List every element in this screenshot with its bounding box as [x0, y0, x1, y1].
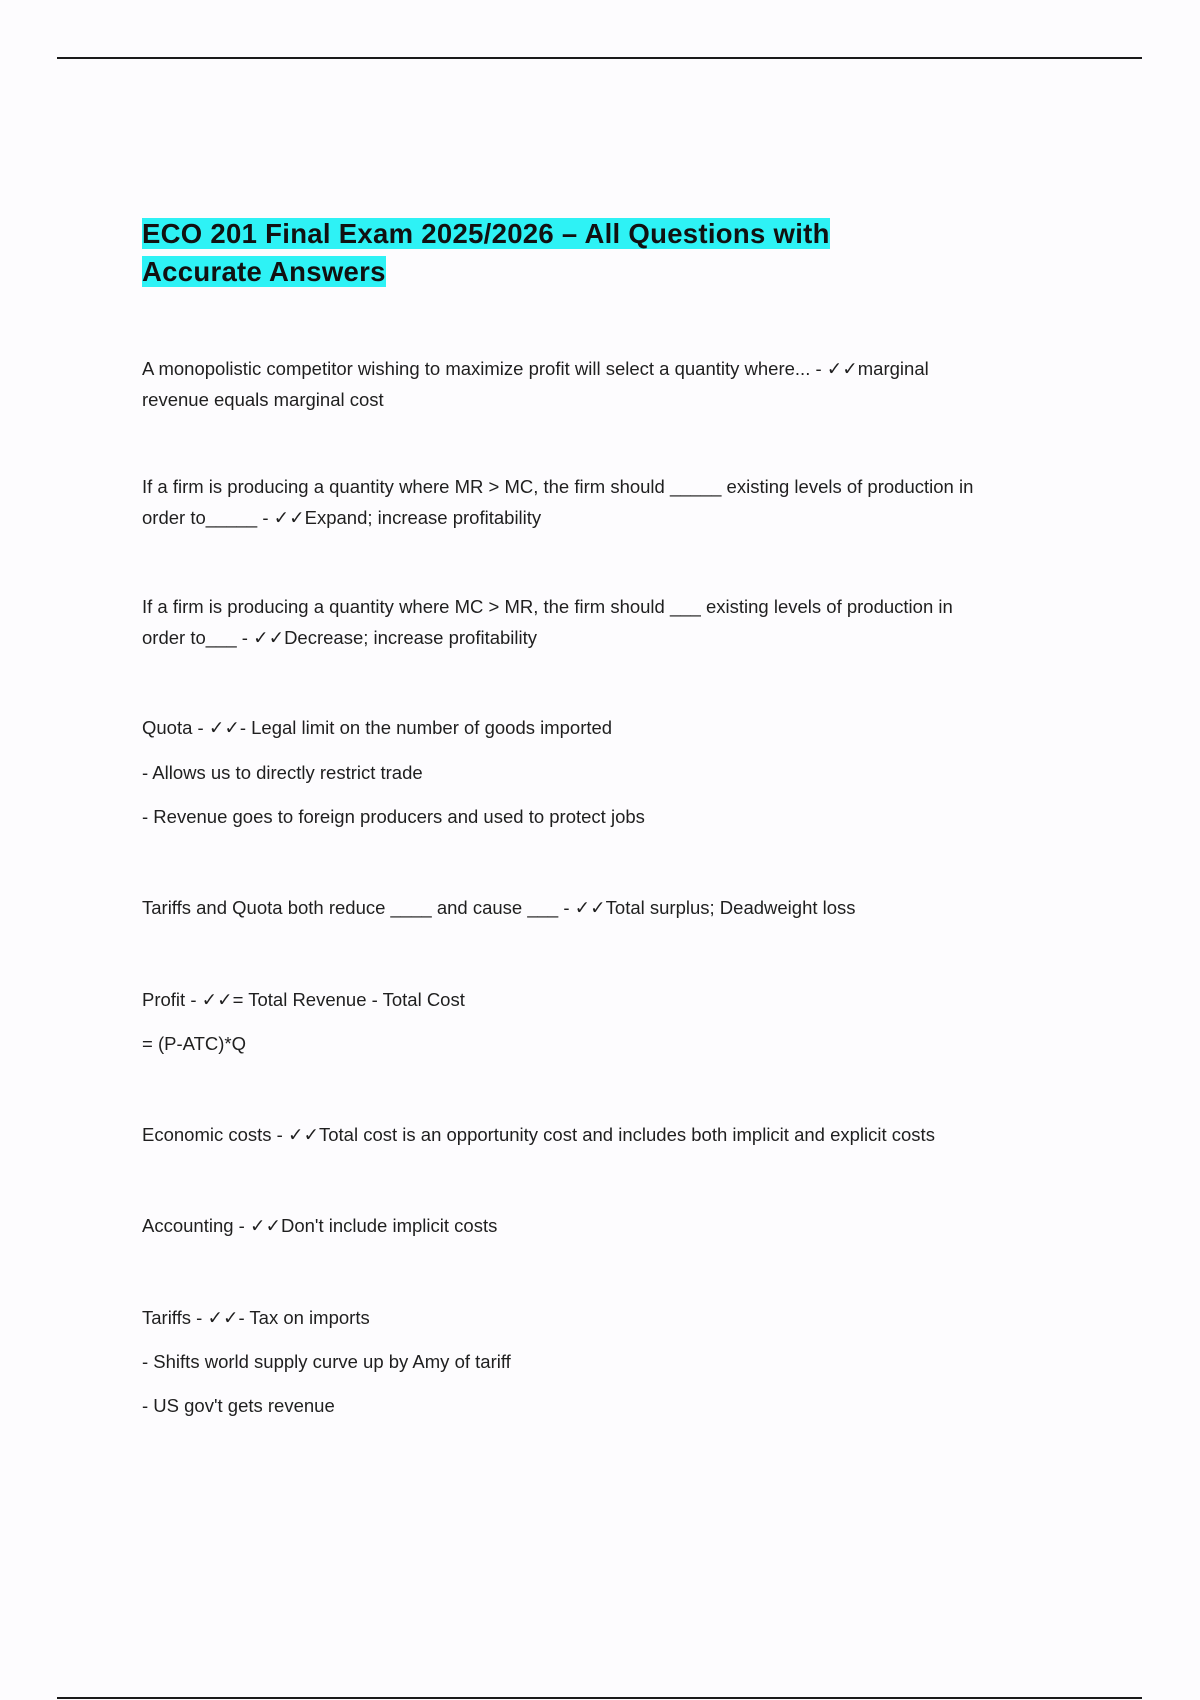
qa-sub-line: - Allows us to directly restrict trade	[142, 762, 423, 783]
qa-entry-mc-greater-mr	[142, 591, 1062, 653]
qa-line: Quota - ✓✓- Legal limit on the number of goods imported	[142, 717, 613, 738]
qa-sub-line: = (P-ATC)*Q	[142, 1033, 246, 1054]
qa-sub-line: - US gov't gets revenue	[142, 1395, 335, 1416]
qa-line: If a firm is producing a quantity where MC > MR, the firm should ___ existing levels of production in	[142, 596, 953, 617]
qa-line: revenue equals marginal cost	[142, 389, 384, 410]
qa-line: Economic costs - ✓✓Total cost is an opportunity cost and includes both implicit and explicit costs	[142, 1124, 935, 1145]
qa-entry-accounting	[142, 1210, 1062, 1241]
qa-entry-quota	[142, 712, 1062, 743]
qa-line: order to_____ - ✓✓Expand; increase profitability	[142, 507, 542, 528]
qa-sub-line: - Shifts world supply curve up by Amy of tariff	[142, 1351, 511, 1372]
header-rule	[57, 57, 1142, 59]
title-line-2: Accurate Answers	[142, 256, 386, 287]
qa-line: Tariffs and Quota both reduce ____ and cause ___ - ✓✓Total surplus; Deadweight loss	[142, 897, 856, 918]
qa-line: A monopolistic competitor wishing to maximize profit will select a quantity where... - ✓✓marginal	[142, 358, 929, 379]
qa-line: Tariffs - ✓✓- Tax on imports	[142, 1307, 370, 1328]
qa-entry-profit	[142, 984, 1062, 1015]
title-line-1: ECO 201 Final Exam 2025/2026 – All Questions with	[142, 218, 830, 249]
qa-entry-tariffs-and-quota	[142, 892, 1062, 923]
document-title	[142, 215, 830, 291]
qa-line: Accounting - ✓✓Don't include implicit costs	[142, 1215, 498, 1236]
qa-line: Profit - ✓✓= Total Revenue - Total Cost	[142, 989, 465, 1010]
footer-rule	[57, 1697, 1142, 1699]
qa-line: If a firm is producing a quantity where MR > MC, the firm should _____ existing levels of production in	[142, 476, 974, 497]
qa-entry-monopolistic-competitor	[142, 353, 1062, 415]
qa-entry-tariffs	[142, 1302, 1062, 1333]
qa-line: order to___ - ✓✓Decrease; increase profitability	[142, 627, 538, 648]
qa-sub-line: - Revenue goes to foreign producers and used to protect jobs	[142, 806, 645, 827]
qa-entry-economic-costs	[142, 1119, 1062, 1150]
qa-entry-mr-greater-mc	[142, 471, 1062, 533]
